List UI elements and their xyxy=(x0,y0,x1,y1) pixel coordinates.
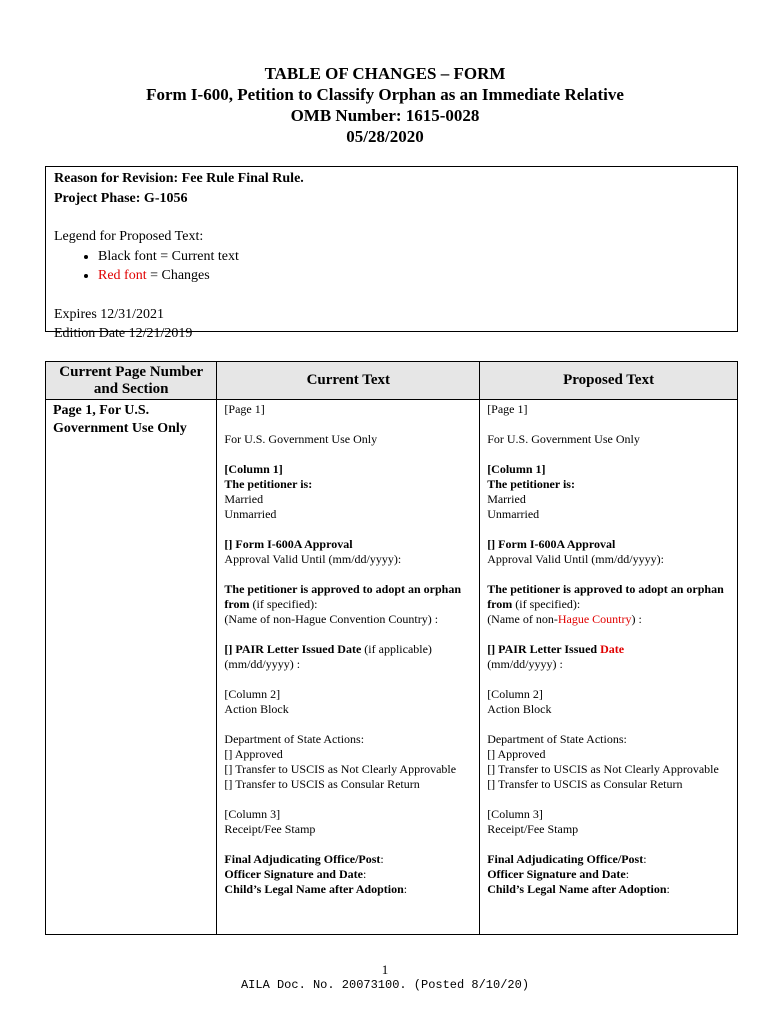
current-column-2-block: [Column 2] Action Block xyxy=(224,687,289,716)
title-line-1: TABLE OF CHANGES – FORM xyxy=(264,64,506,83)
legend-title: Legend for Proposed Text: xyxy=(54,229,204,244)
current-text-cell xyxy=(217,400,480,935)
proposed-column-3-block: [Column 3] Receipt/Fee Stamp xyxy=(487,807,579,836)
current-adjudication-block: Final Adjudicating Office/Post: Officer Signature and Date: Child’s Legal Name after Adoption: xyxy=(224,852,408,896)
current-dos-block: Department of State Actions: [] Approved [] Transfer to USCIS as Not Clearly Approvable [] Transfer to USCIS as Consular Return xyxy=(224,732,457,791)
table-row xyxy=(46,400,738,935)
project-phase: Project Phase: G-1056 xyxy=(54,190,188,206)
change-hague-country: Hague Country xyxy=(557,612,632,626)
omb-number: OMB Number: 1615-0028 xyxy=(290,106,480,125)
page-number: 1 xyxy=(381,962,389,977)
legend-list xyxy=(54,247,729,286)
legend-red: • Red font = Changes xyxy=(98,266,729,286)
current-column-1-block: [Column 1] The petitioner is: Married Unmarried xyxy=(224,462,313,521)
edition-date: Edition Date 12/21/2019 xyxy=(54,326,193,341)
title-date: 05/28/2020 xyxy=(346,127,424,146)
section-cell: Page 1, For U.S. Government Use Only xyxy=(46,400,217,935)
current-adopt-block: The petitioner is approved to adopt an orphan from (if specified): (Name of non-Hague Convention Country) : xyxy=(224,582,462,626)
proposed-i600a-block: [] Form I-600A Approval Approval Valid Until (mm/dd/yyyy): xyxy=(487,537,664,566)
current-page: [Page 1] xyxy=(224,402,265,416)
document-title xyxy=(0,63,770,147)
header-proposed-text: Proposed Text xyxy=(480,362,738,400)
proposed-column-1-block: [Column 1] The petitioner is: Married Unmarried xyxy=(487,462,575,521)
current-i600a-block: [] Form I-600A Approval Approval Valid Until (mm/dd/yyyy): xyxy=(224,537,402,566)
header-section: Current Page Number and Section xyxy=(46,362,217,400)
proposed-dos-block: Department of State Actions: [] Approved [] Transfer to USCIS as Not Clearly Approvable [] Transfer to USCIS as Consular Return xyxy=(487,732,719,791)
proposed-use-only: For U.S. Government Use Only xyxy=(487,432,640,446)
expires-date: Expires 12/31/2021 xyxy=(54,306,165,322)
current-column-3-block: [Column 3] Receipt/Fee Stamp xyxy=(224,807,316,836)
change-date: Date xyxy=(600,642,625,656)
proposed-text-cell xyxy=(480,400,738,935)
header-current-text: Current Text xyxy=(217,362,480,400)
proposed-column-2-block: [Column 2] Action Block xyxy=(487,687,552,716)
table-header-row xyxy=(46,362,738,400)
legend-black: • Black font = Current text xyxy=(98,247,729,267)
proposed-page: [Page 1] xyxy=(487,402,528,416)
revision-info-box xyxy=(45,166,738,341)
current-use-only: For U.S. Government Use Only xyxy=(224,432,378,446)
title-line-2: Form I-600, Petition to Classify Orphan as an Immediate Relative xyxy=(146,85,624,104)
proposed-pair-block: [] PAIR Letter Issued Date (mm/dd/yyyy) : xyxy=(487,642,625,671)
changes-table xyxy=(45,361,738,935)
reason-for-revision: Reason for Revision: Fee Rule Final Rule. xyxy=(54,171,304,186)
current-pair-block: [] PAIR Letter Issued Date (if applicable) (mm/dd/yyyy) : xyxy=(224,642,432,671)
footer-doc-reference: AILA Doc. No. 20073100. (Posted 8/10/20) xyxy=(240,978,530,992)
proposed-adjudication-block: Final Adjudicating Office/Post: Officer Signature and Date: Child’s Legal Name after Adoption: xyxy=(487,852,670,896)
proposed-adopt-block: The petitioner is approved to adopt an orphan from (if specified): (Name of non-Hague Country) : xyxy=(487,582,724,626)
